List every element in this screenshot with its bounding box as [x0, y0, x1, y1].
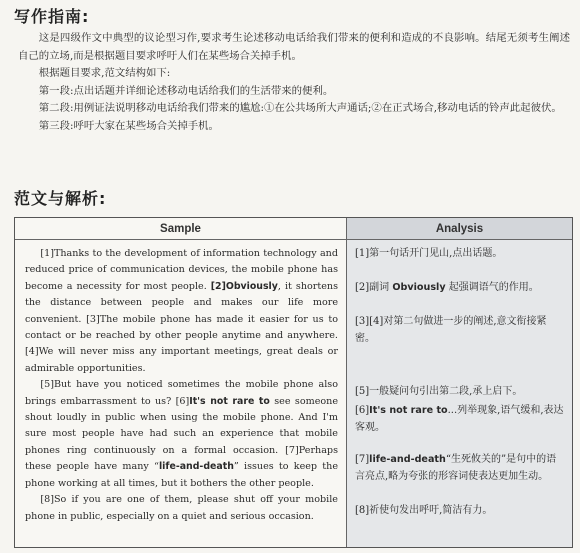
bold-phrase: life-and-death	[158, 461, 234, 473]
guide-paragraph: 第一段:点出话题并详细论述移动电话给我们的生活带来的便利。	[38, 84, 334, 97]
analysis-note	[355, 403, 566, 436]
guide-paragraph: 第二段:用例证法说明移动电话给我们带来的尴尬:①在公共场所大声通话;②在正式场合,移动电话的铃声此起彼伏。	[38, 102, 562, 114]
bold-phrase: It's not rare to	[189, 395, 270, 407]
sample-body	[15, 240, 346, 525]
text-run: , it shortens the distance between people and makes our life more convenient. [3]The mobile phone has made it easier for us to contact or be reached by other people anytime and anywhere. [4]We will never miss any important meetings, great deals or admirable opportunities.	[25, 280, 338, 374]
guide-paragraph: 这是四级作文中典型的议论型习作,要求考生论述移动电话给我们带来的便利和造成的不良影响。结尾无须考生阐述自己的立场,而是根据题目要求呼吁人们在某些场合关掉手机。	[18, 32, 570, 62]
bold-phrase: Obviously	[392, 282, 446, 293]
sample-column	[15, 218, 347, 547]
analysis-note	[355, 384, 566, 401]
sample-header: Sample	[15, 218, 346, 240]
text-run: [3][4]对第二句做进一步的阐述,意文衔接紧密。	[355, 316, 547, 344]
sample-analysis-table	[14, 217, 573, 548]
sample-section-title: 范文与解析:	[14, 189, 107, 208]
text-run: [2]副词	[355, 282, 393, 293]
analysis-header: Analysis	[347, 218, 572, 240]
text-run: see someone shout loudly in public when using the mobile phone. And I'm sure most people have had such an experience that mobile phones ring continuously on a formal occasion. [7]Perhaps these people have many “	[25, 395, 338, 473]
text-run: ” issues to keep the phone working at all times, but it bothers the other people.	[25, 461, 338, 489]
bold-phrase: [2]Obviously	[210, 280, 278, 292]
guide-paragraph: 根据题目要求,范文结构如下:	[38, 67, 171, 79]
analysis-note	[355, 246, 566, 263]
sample-paragraph	[25, 246, 338, 377]
text-run: ...列举现象,语气缓和,表达客观。	[355, 405, 564, 433]
text-run: [5]But have you noticed sometimes the mobile phone also brings embarrassment to us? [6]	[25, 379, 338, 407]
guide-title: 写作指南:	[14, 7, 90, 26]
text-run: [5]一般疑问句引出第二段,承上启下。	[355, 386, 523, 397]
analysis-column	[347, 218, 572, 547]
analysis-note	[355, 503, 566, 520]
text-run: [1]Thanks to the development of information technology and reduced price of communication devices, the mobile phone has become a necessity for most people.	[25, 248, 338, 292]
analysis-note	[355, 314, 566, 347]
sample-paragraph	[25, 492, 338, 525]
text-run: [8]So if you are one of them, please shut off your mobile phone in public, especially on a quiet and serious occasion.	[25, 494, 338, 522]
guide-paragraph: 第三段:呼吁大家在某些场合关掉手机。	[38, 119, 219, 132]
analysis-note	[355, 280, 566, 297]
text-run: “生死攸关的”是句中的语言亮点,略为夸张的形容词使表达更加生动。	[355, 454, 557, 482]
text-run: [6]	[355, 405, 370, 416]
guide-body	[18, 30, 570, 135]
bold-phrase: life-and-death	[369, 454, 446, 465]
analysis-note	[355, 452, 566, 485]
text-run: [1]第一句话开门见山,点出话题。	[355, 248, 503, 259]
text-run: [8]祈使句发出呼吁,简洁有力。	[355, 505, 493, 516]
text-run: 起强调语气的作用。	[445, 282, 539, 293]
sample-paragraph	[25, 377, 338, 492]
text-run: [7]	[355, 454, 370, 465]
bold-phrase: It's not rare to	[369, 405, 448, 416]
